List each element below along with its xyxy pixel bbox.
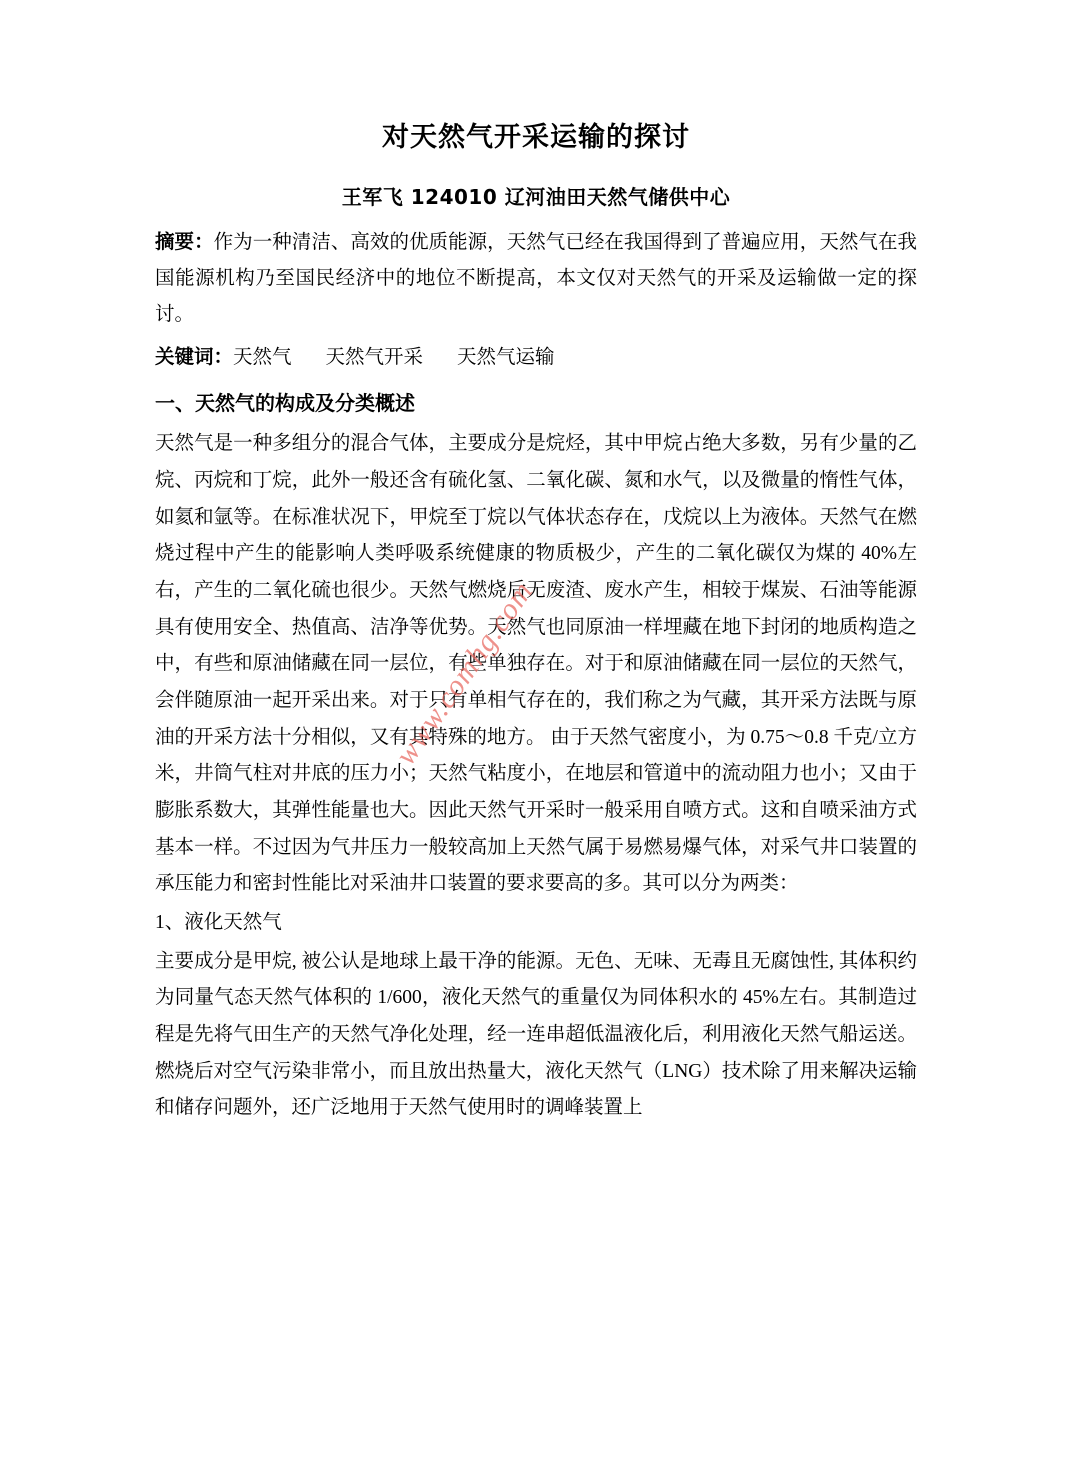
document-content (155, 120, 917, 1129)
keyword-item: 天然气开采 (325, 347, 424, 369)
author-line: 王军飞 124010 辽河油田天然气储供中心 (341, 185, 731, 210)
body-paragraph: 天然气是一种多组分的混合气体，主要成分是烷烃，其中甲烷占绝大多数，另有少量的乙烷、丙烷和丁烷，此外一般还含有硫化氢、二氧化碳、氮和水气，以及微量的惰性气体，如氦和氩等。在标准状况下，甲烷至丁烷以气体状态存在，戊烷以上为液体。天然气在燃烧过程中产生的能影响人类呼吸系统健康的物质极少，产生的二氧化碳仅为煤的 40%左右，产生的二氧化硫也很少。天然气燃烧后无废渣、废水产生，相较于煤炭、石油等能源具有使用安全、热值高、洁净等优势。天然气也同原油一样埋藏在地下封闭的地质构造之中，有些和原油储藏在同一层位，有些单独存在。对于和原油储藏在同一层位的天然气，会伴随原油一起开采出来。对于只有单相气存在的，我们称之为气藏，其开采方法既与原油的开采方法十分相似，又有其特殊的地方。 由于天然气密度小，为 0.75～0.8 千克/立方米，井筒气柱对井底的压力小；天然气粘度小，在地层和管道中的流动阻力也小；又由于膨胀系数大，其弹性能量也大。因此天然气开采时一般采用自喷方式。这和自喷采油方式基本一样。不过因为气井压力一般较高加上天然气属于易燃易爆气体，对采气井口装置的承压能力和密封性能比对采油井口装置的要求要高的多。其可以分为两类： (155, 433, 917, 895)
keywords-block (155, 339, 917, 376)
keyword-item: 天然气 (233, 347, 292, 369)
page-title: 对天然气开采运输的探讨 (382, 122, 690, 153)
abstract-label: 摘要： (155, 230, 214, 254)
keywords-label: 关键词： (155, 345, 234, 369)
body-paragraph: 1、液化天然气 (155, 911, 282, 933)
abstract-text: 作为一种清洁、高效的优质能源，天然气已经在我国得到了普遍应用，天然气在我国能源机构乃至国民经济中的地位不断提高，本文仅对天然气的开采及运输做一定的探讨。 (155, 232, 917, 326)
keyword-item: 天然气运输 (457, 347, 555, 369)
abstract-block (155, 224, 917, 333)
section-heading: 一、天然气的构成及分类概述 (155, 391, 415, 416)
body-paragraph: 主要成分是甲烷, 被公认是地球上最干净的能源。无色、无味、无毒且无腐蚀性, 其体积约为同量气态天然气体积的 1/600，液化天然气的重量仅为同体积水的 45%左右。其制造过程是先将气田生产的天然气净化处理，经一连串超低温液化后，利用液化天然气船运送。燃烧后对空气污染非常小，而且放出热量大，液化天然气（LNG）技术除了用来解决运输和储存问题外，还广泛地用于天然气使用时的调峰装置上 (155, 950, 917, 1119)
watermark: www.comhg.com (388, 575, 540, 771)
